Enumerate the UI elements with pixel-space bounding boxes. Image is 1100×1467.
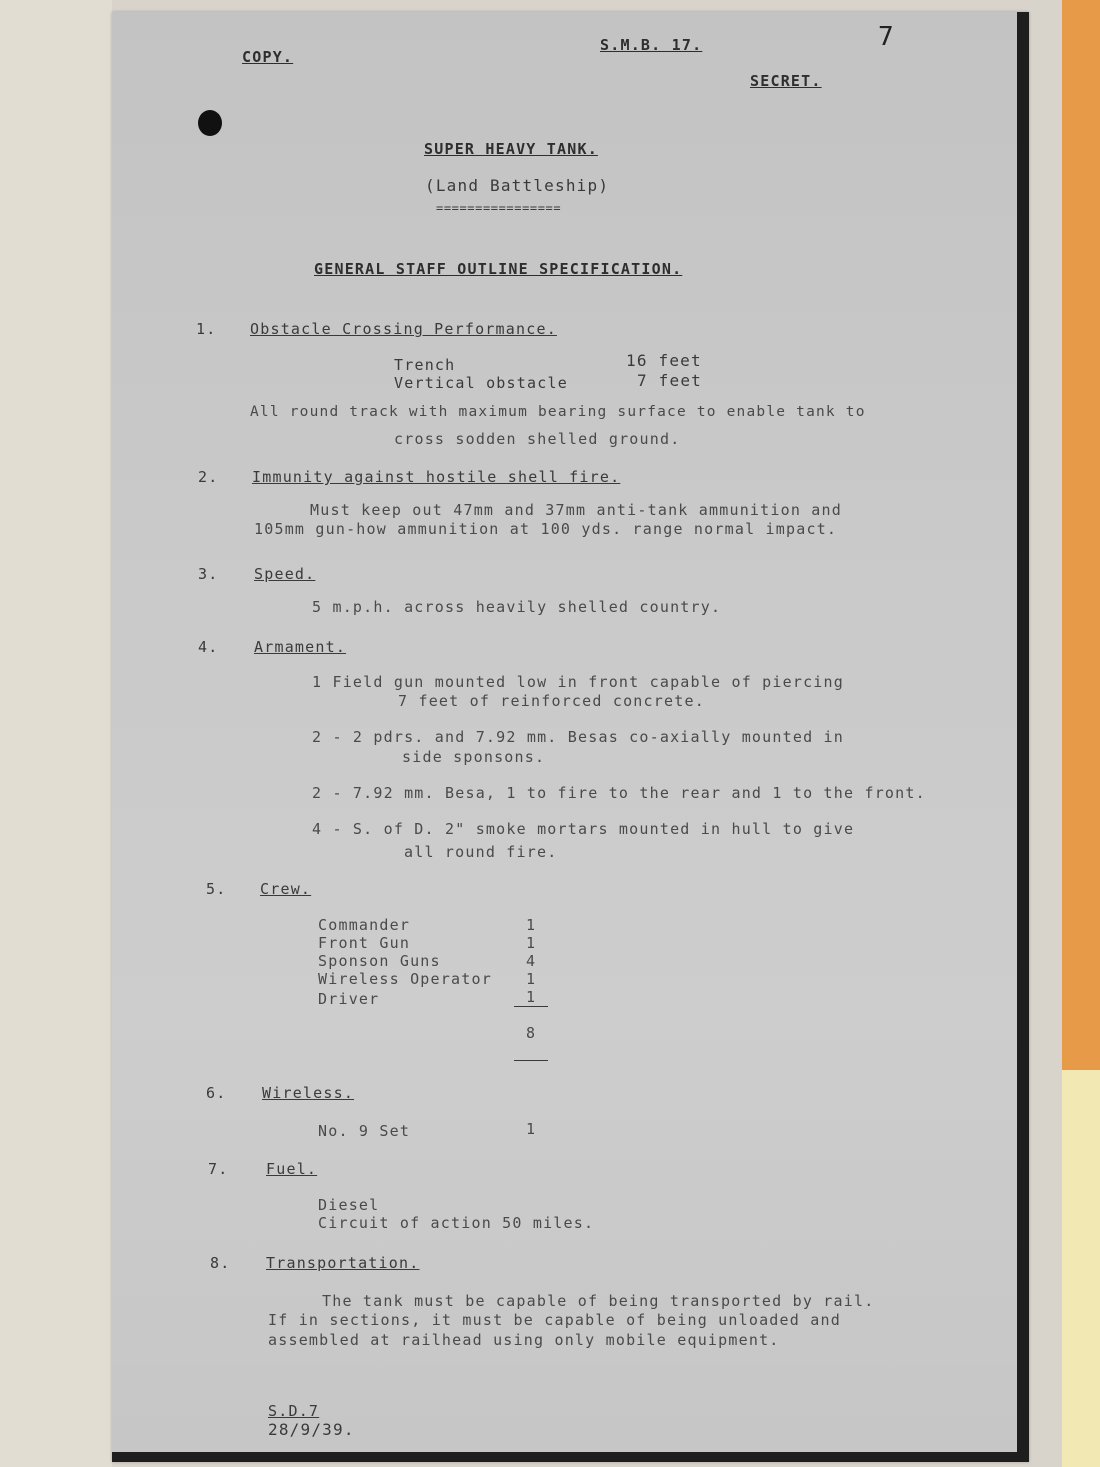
crew-commander-value: 1 — [526, 916, 537, 934]
section-4-number: 4. — [198, 638, 219, 656]
punch-hole — [198, 110, 222, 136]
crew-total-value: 8 — [526, 1024, 537, 1042]
armament-line-2: 2 - 2 pdrs. and 7.92 mm. Besas co-axially mounted in — [312, 728, 844, 746]
section-5-heading: Crew. — [260, 880, 312, 898]
transportation-line-1: The tank must be capable of being transported by rail. — [322, 1292, 875, 1310]
crew-wireless-operator-label: Wireless Operator — [318, 970, 492, 988]
crew-front-gun-label: Front Gun — [318, 934, 411, 952]
copy-label: COPY. — [242, 48, 294, 66]
section-4-heading: Armament. — [254, 638, 347, 656]
transportation-line-3: assembled at railhead using only mobile equipment. — [268, 1331, 780, 1349]
crew-commander-label: Commander — [318, 916, 411, 934]
section-1-text-line-1: All round track with maximum bearing surface to enable tank to — [250, 404, 866, 420]
document-subtitle: (Land Battleship) — [425, 176, 610, 195]
title-underline: ================ — [436, 201, 562, 215]
armament-line-1: 1 Field gun mounted low in front capable of piercing — [312, 673, 844, 691]
section-2-text-line-2: 105mm gun-how ammunition at 100 yds. range normal impact. — [254, 520, 838, 538]
section-8-number: 8. — [210, 1254, 231, 1272]
crew-driver-value: 1 — [526, 988, 537, 1006]
section-2-text-line-1: Must keep out 47mm and 37mm anti-tank ammunition and — [310, 501, 842, 519]
crew-sponson-guns-value: 4 — [526, 952, 537, 970]
background-orange-folder — [1062, 0, 1100, 1070]
footer-date: 28/9/39. — [268, 1420, 355, 1439]
crew-wireless-operator-value: 1 — [526, 970, 537, 988]
section-1-heading: Obstacle Crossing Performance. — [250, 320, 557, 338]
section-6-number: 6. — [206, 1084, 227, 1102]
section-3-number: 3. — [198, 565, 219, 583]
section-8-heading: Transportation. — [266, 1254, 420, 1272]
wireless-set-value: 1 — [526, 1120, 537, 1138]
section-2-number: 2. — [198, 468, 219, 486]
section-3-heading: Speed. — [254, 565, 316, 583]
section-5-number: 5. — [206, 880, 227, 898]
vertical-obstacle-value: 7 feet — [637, 371, 702, 390]
specification-title: GENERAL STAFF OUTLINE SPECIFICATION. — [314, 260, 683, 278]
background-yellow-note — [1062, 1070, 1100, 1467]
section-6-heading: Wireless. — [262, 1084, 355, 1102]
section-7-heading: Fuel. — [266, 1160, 318, 1178]
transportation-line-2: If in sections, it must be capable of being unloaded and — [268, 1311, 841, 1329]
footer-initials: S.D.7 — [268, 1402, 320, 1420]
crew-front-gun-value: 1 — [526, 934, 537, 952]
page-number: 7 — [878, 22, 895, 52]
trench-value: 16 feet — [626, 351, 702, 370]
section-2-heading: Immunity against hostile shell fire. — [252, 468, 621, 486]
vertical-obstacle-label: Vertical obstacle — [394, 374, 568, 392]
wireless-set-label: No. 9 Set — [318, 1122, 411, 1140]
reference-number: S.M.B. 17. — [600, 36, 703, 54]
armament-line-4-continued: all round fire. — [404, 843, 558, 861]
armament-line-3: 2 - 7.92 mm. Besa, 1 to fire to the rear and 1 to the front. — [312, 784, 926, 802]
trench-label: Trench — [394, 356, 456, 374]
crew-total-rule-bottom — [514, 1060, 548, 1061]
background-paper — [0, 0, 112, 1467]
crew-sponson-guns-label: Sponson Guns — [318, 952, 441, 970]
section-3-text: 5 m.p.h. across heavily shelled country. — [312, 598, 722, 616]
circuit-of-action: Circuit of action 50 miles. — [318, 1214, 595, 1232]
section-1-text-line-2: cross sodden shelled ground. — [394, 430, 681, 448]
crew-total-rule-top — [514, 1006, 548, 1007]
section-1-number: 1. — [196, 320, 217, 338]
section-7-number: 7. — [208, 1160, 229, 1178]
armament-line-4: 4 - S. of D. 2" smoke mortars mounted in hull to give — [312, 820, 855, 838]
crew-driver-label: Driver — [318, 990, 380, 1008]
document-title: SUPER HEAVY TANK. — [424, 140, 598, 158]
armament-line-2-continued: side sponsons. — [402, 748, 546, 766]
fuel-type: Diesel — [318, 1196, 380, 1214]
classification-label: SECRET. — [750, 72, 822, 90]
armament-line-1-continued: 7 feet of reinforced concrete. — [398, 692, 705, 710]
